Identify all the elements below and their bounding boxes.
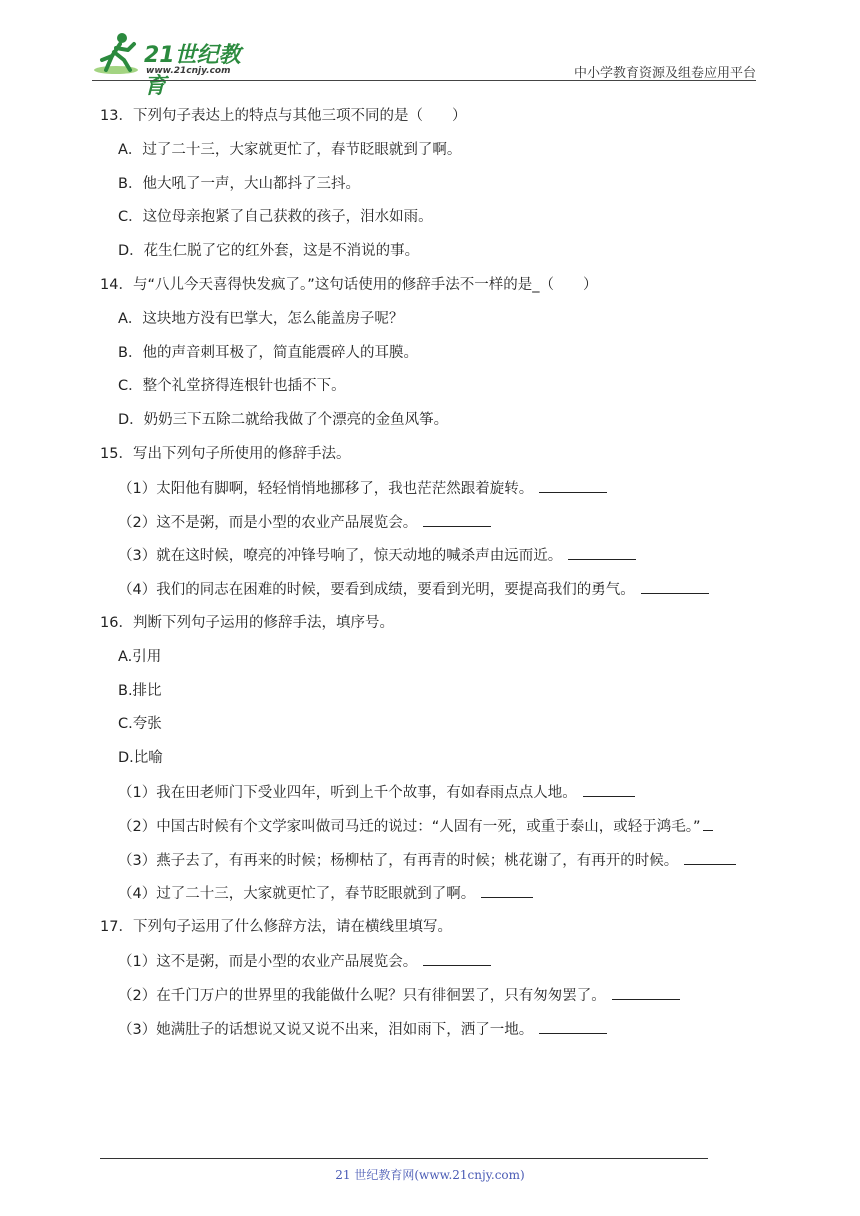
question-option <box>100 138 770 172</box>
runner-logo-icon <box>92 30 142 76</box>
question-option <box>100 341 770 375</box>
answer-blank[interactable] <box>423 510 491 527</box>
question-option <box>100 848 770 882</box>
question-option <box>100 949 770 983</box>
question-option <box>100 983 770 1017</box>
question-option <box>100 577 770 611</box>
site-logo[interactable] <box>92 30 262 99</box>
question-option <box>100 239 770 273</box>
answer-blank[interactable] <box>583 780 635 797</box>
page-header <box>0 0 860 99</box>
line-text: C．这位母亲抱紧了自己获救的孩子，泪水如雨。 <box>118 209 433 226</box>
line-text: 17．下列句子运用了什么修辞方法，请在横线里填写。 <box>100 919 452 936</box>
answer-blank[interactable] <box>641 577 709 594</box>
line-text: D．奶奶三下五除二就给我做了个漂亮的金鱼风筝。 <box>118 412 449 429</box>
line-text: （2）在千门万户的世界里的我能做什么呢？只有徘徊罢了，只有匆匆罢了。 <box>118 987 606 1004</box>
answer-blank[interactable] <box>568 543 636 560</box>
line-text: （3）就在这时候，嘹亮的冲锋号响了，惊天动地的喊杀声由远而近。 <box>118 548 563 565</box>
answer-blank[interactable] <box>539 1017 607 1034</box>
question-option <box>100 543 770 577</box>
question-option <box>100 374 770 408</box>
line-text: A．过了二十三，大家就更忙了，春节眨眼就到了啊。 <box>118 141 462 158</box>
footer-text[interactable]: 21 世纪教育网(www.21cnjy.com) <box>335 1168 525 1182</box>
line-text: B．他大吼了一声，大山都抖了三抖。 <box>118 175 360 192</box>
line-text: A.引用 <box>118 648 162 665</box>
answer-blank[interactable] <box>703 814 713 831</box>
question-option <box>100 712 770 746</box>
line-text: D.比喻 <box>118 750 163 767</box>
line-text: A．这块地方没有巴掌大，怎么能盖房子呢？ <box>118 310 404 327</box>
question-option <box>100 307 770 341</box>
question-option <box>100 510 770 544</box>
line-text: 13．下列句子表达上的特点与其他三项不同的是（ ） <box>100 108 467 124</box>
line-text: B.排比 <box>118 682 162 699</box>
line-text: （2）中国古时候有个文学家叫做司马迁的说过：“人固有一死，或重于泰山，或轻于鸿毛。” <box>118 818 701 835</box>
answer-blank[interactable] <box>684 848 736 865</box>
question-option <box>100 1017 770 1051</box>
line-text: C．整个礼堂挤得连根针也插不下。 <box>118 378 346 395</box>
header-divider <box>92 80 756 81</box>
question-option <box>100 881 770 915</box>
answer-blank[interactable] <box>481 881 533 898</box>
question-stem <box>100 611 770 645</box>
line-text: B．他的声音刺耳极了，简直能震碎人的耳膜。 <box>118 344 418 361</box>
question-stem <box>100 442 770 476</box>
line-text: （1）这不是粥，而是小型的农业产品展览会。 <box>118 953 418 970</box>
logo-url: www.21cnjy.com <box>146 66 231 76</box>
answer-blank[interactable] <box>612 983 680 1000</box>
line-text: D．花生仁脱了它的红外套，这是不消说的事。 <box>118 243 420 260</box>
line-text: 14．与“八儿今天喜得快发疯了。”这句话使用的修辞手法不一样的是_（ ） <box>100 276 598 293</box>
platform-name: 中小学教育资源及组卷应用平台 <box>573 66 756 81</box>
logo-text: 21世纪教育 <box>144 43 241 99</box>
question-option <box>100 645 770 679</box>
line-text: C.夸张 <box>118 716 162 733</box>
question-option <box>100 205 770 239</box>
line-text: （1）我在田老师门下受业四年，听到上千个故事，有如春雨点点人地。 <box>118 784 577 801</box>
question-content <box>100 104 770 1050</box>
question-stem <box>100 104 770 138</box>
question-stem <box>100 915 770 949</box>
question-option <box>100 476 770 510</box>
line-text: （3）燕子去了，有再来的时候；杨柳枯了，有再青的时候；桃花谢了，有再开的时候。 <box>118 852 679 869</box>
question-option <box>100 746 770 780</box>
line-text: （4）我们的同志在困难的时候，要看到成绩，要看到光明，要提高我们的勇气。 <box>118 582 635 599</box>
line-text: 16．判断下列句子运用的修辞手法，填序号。 <box>100 614 394 631</box>
question-option <box>100 814 770 848</box>
question-option <box>100 408 770 442</box>
line-text: （4）过了二十三，大家就更忙了，春节眨眼就到了啊。 <box>118 886 476 903</box>
answer-blank[interactable] <box>423 949 491 966</box>
question-option <box>100 172 770 206</box>
footer-divider <box>100 1158 708 1159</box>
line-text: （1）太阳他有脚啊，轻轻悄悄地挪移了，我也茫茫然跟着旋转。 <box>118 480 534 497</box>
line-text: （2）这不是粥，而是小型的农业产品展览会。 <box>118 514 418 531</box>
question-option <box>100 679 770 713</box>
question-option <box>100 780 770 814</box>
answer-blank[interactable] <box>539 476 607 493</box>
line-text: 15．写出下列句子所使用的修辞手法。 <box>100 445 351 462</box>
question-stem <box>100 273 770 307</box>
line-text: （3）她满肚子的话想说又说又说不出来，泪如雨下，洒了一地。 <box>118 1021 534 1038</box>
